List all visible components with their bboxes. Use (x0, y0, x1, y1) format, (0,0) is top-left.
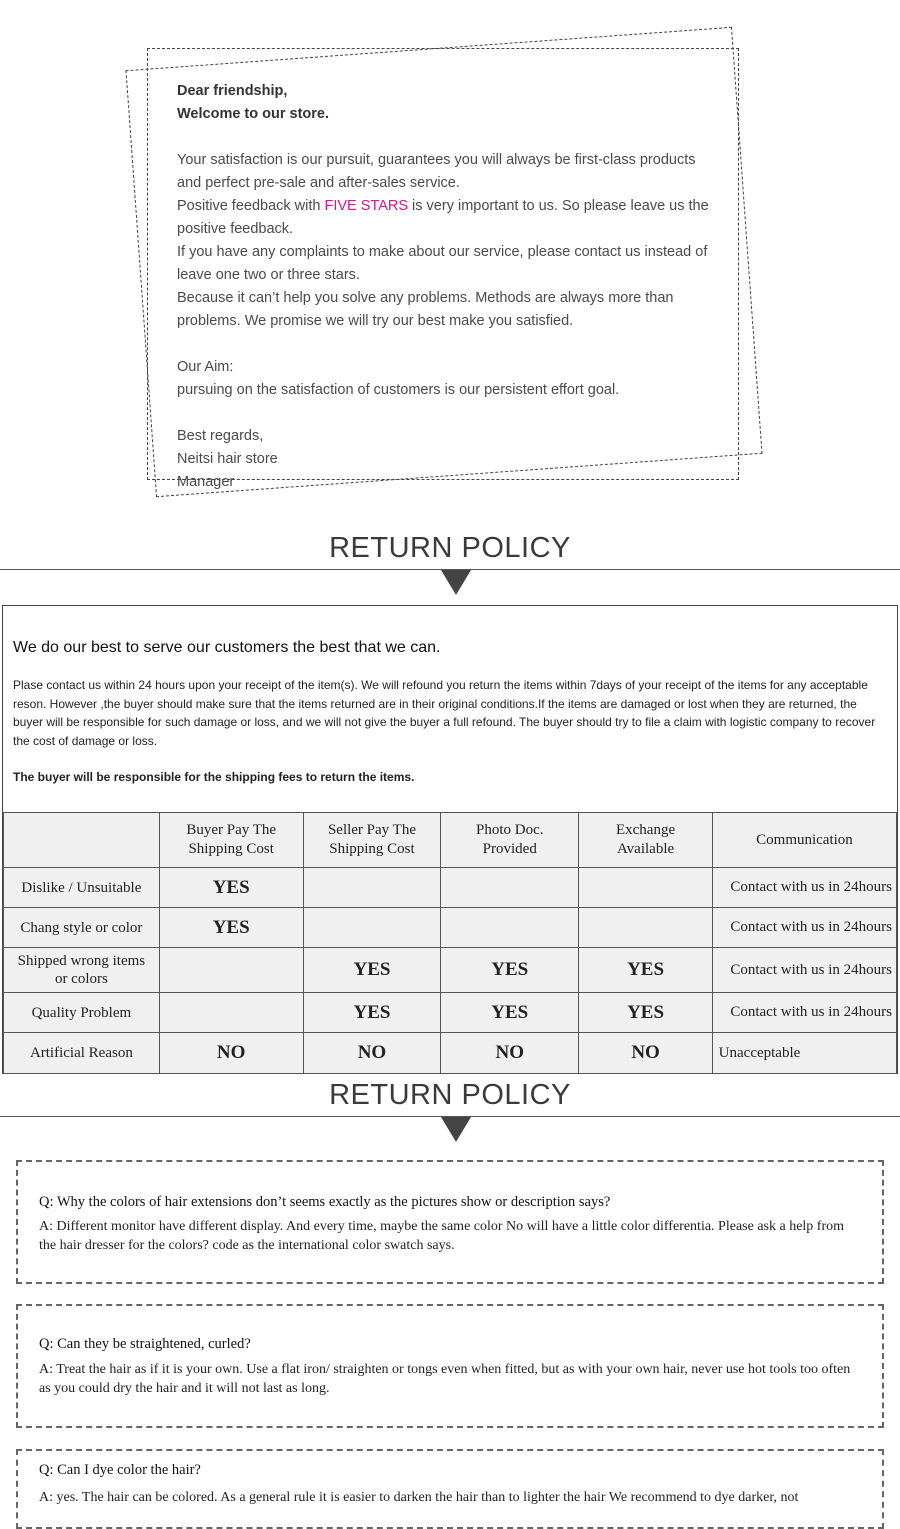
communication-cell: Contact with us in 24hours (712, 993, 896, 1033)
faq-question: Q: Why the colors of hair extensions don’t seems exactly as the pictures show or description says? (39, 1194, 611, 1210)
table-cell: YES (579, 993, 713, 1033)
letter-methods-line-1: Because it can’t help you solve any problems. Methods are always more than (177, 290, 674, 306)
faq-answer: A: Treat the hair as if it is your own. Use a flat iron/ straighten or tongs even when fitted, but as with your own hair, never use hot tools too often as you could dry the hair and it will not last as long. (39, 1362, 851, 1396)
letter-complaints-line-1: If you have any complaints to make about our service, please contact us instead of (177, 244, 708, 260)
faq-item (16, 1304, 884, 1428)
table-cell (159, 948, 303, 993)
letter-aim-label: Our Aim: (177, 359, 234, 375)
header-line: Buyer Pay The (186, 822, 277, 838)
feedback-post-text: is very important to us. So please leave us the (408, 198, 709, 214)
letter-aim-text: pursuing on the satisfaction of customers is our persistent effort goal. (177, 382, 620, 398)
welcome-letter (177, 80, 722, 494)
table-cell (579, 908, 713, 948)
row-label (4, 868, 160, 908)
row-label (4, 908, 160, 948)
row-label-line: Quality Problem (31, 1004, 132, 1021)
faq-question: Q: Can I dye color the hair? (39, 1462, 201, 1478)
policy-shipping-note: The buyer will be responsible for the shipping fees to return the items. (13, 770, 415, 784)
header-line: Shipping Cost (329, 841, 415, 857)
section-title: RETURN POLICY (329, 532, 571, 564)
table-row (4, 993, 897, 1033)
table-cell: NO (159, 1033, 303, 1074)
row-label (4, 948, 160, 993)
return-policy-box (2, 605, 898, 1074)
row-label-line: Artificial Reason (29, 1045, 133, 1061)
table-cell (579, 868, 713, 908)
communication-cell: Contact with us in 24hours (712, 948, 896, 993)
communication-cell: Unacceptable (712, 1033, 896, 1074)
table-cell: YES (579, 948, 713, 993)
row-label-line: Chang style or color (20, 919, 143, 936)
policy-lead: We do our best to serve our customers the best that we can. (13, 639, 441, 656)
header-line: Available (616, 841, 675, 857)
header-line: Photo Doc. (476, 822, 544, 838)
table-row (4, 1033, 897, 1074)
table-cell: NO (579, 1033, 713, 1074)
return-policy-table (3, 812, 897, 1074)
letter-welcome: Welcome to our store. (177, 106, 330, 122)
header-line: Exchange (615, 822, 676, 838)
row-label-line: or colors (54, 971, 108, 987)
table-header-cell (159, 813, 303, 868)
table-header-row (4, 813, 897, 868)
table-row (4, 948, 897, 993)
header-line: Communication (756, 831, 853, 848)
feedback-pre-text: Positive feedback with (177, 198, 325, 214)
table-cell (441, 908, 579, 948)
table-row (4, 908, 897, 948)
five-stars-highlight: FIVE STARS (324, 198, 409, 214)
faq-answer: A: yes. The hair can be colored. As a general rule it is easier to darken the hair than to lighter the hair We recommend to dye darker, not (39, 1490, 799, 1505)
communication-cell: Contact with us in 24hours (712, 908, 896, 948)
table-cell (159, 993, 303, 1033)
table-header-cell (441, 813, 579, 868)
header-line: Seller Pay The (327, 822, 416, 838)
table-cell: NO (441, 1033, 579, 1074)
header-line: Shipping Cost (188, 841, 274, 857)
table-header-corner (4, 813, 160, 868)
table-cell: YES (441, 993, 579, 1033)
down-arrow-icon (441, 570, 471, 595)
down-arrow-icon (441, 1117, 471, 1142)
table-cell (303, 908, 441, 948)
table-header-cell (303, 813, 441, 868)
section-title: RETURN POLICY (329, 1079, 571, 1111)
letter-feedback-line-1 (177, 195, 722, 218)
table-cell: YES (303, 993, 441, 1033)
letter-signatory-role: Manager (177, 474, 235, 490)
table-cell: YES (159, 908, 303, 948)
table-cell: YES (441, 948, 579, 993)
table-row (4, 868, 897, 908)
letter-complaints-line-2: leave one two or three stars. (177, 267, 360, 283)
header-line: Provided (482, 841, 537, 857)
letter-methods-line-2: problems. We promise we will try our best make you satisfied. (177, 313, 574, 329)
table-cell: YES (303, 948, 441, 993)
faq-item (16, 1160, 884, 1284)
table-cell (303, 868, 441, 908)
table-cell: YES (159, 868, 303, 908)
faq-item (16, 1449, 884, 1529)
communication-cell: Contact with us in 24hours (712, 868, 896, 908)
letter-satisfaction-line-2: and perfect pre-sale and after-sales service. (177, 175, 460, 191)
row-label-line: Dislike / Unsuitable (21, 879, 142, 896)
letter-greeting: Dear friendship, (177, 83, 288, 99)
table-header-cell (712, 813, 896, 868)
row-label (4, 1033, 160, 1074)
letter-store-name: Neitsi hair store (177, 451, 278, 467)
policy-body: Plase contact us within 24 hours upon your receipt of the item(s). We will refound you return the items within 7days of your receipt of the items for any acceptable reson. However ,the buyer should make sure that the items returned are in their original conditions.If the items are damaged or lost when they are returned, the buyer will be responsible for such damage or loss, and we will not give the buyer a full refound. The buyer should try to file a claim with logistic company to recover the cost of damage or loss. (13, 678, 876, 748)
row-label (4, 993, 160, 1033)
table-cell: NO (303, 1033, 441, 1074)
faq-question: Q: Can they be straightened, curled? (39, 1336, 251, 1352)
faq-answer: A: Different monitor have different display. And every time, maybe the same color No will have a little color differentia. Please ask a help from the hair dresser for the colors? code as the international color swatch says. (39, 1219, 845, 1253)
letter-feedback-line-2: positive feedback. (177, 221, 294, 237)
letter-regards: Best regards, (177, 428, 264, 444)
row-label-line: Shipped wrong items (17, 953, 146, 969)
table-header-cell (579, 813, 713, 868)
table-cell (441, 868, 579, 908)
letter-satisfaction-line-1: Your satisfaction is our pursuit, guarantees you will always be first-class products (177, 152, 696, 168)
